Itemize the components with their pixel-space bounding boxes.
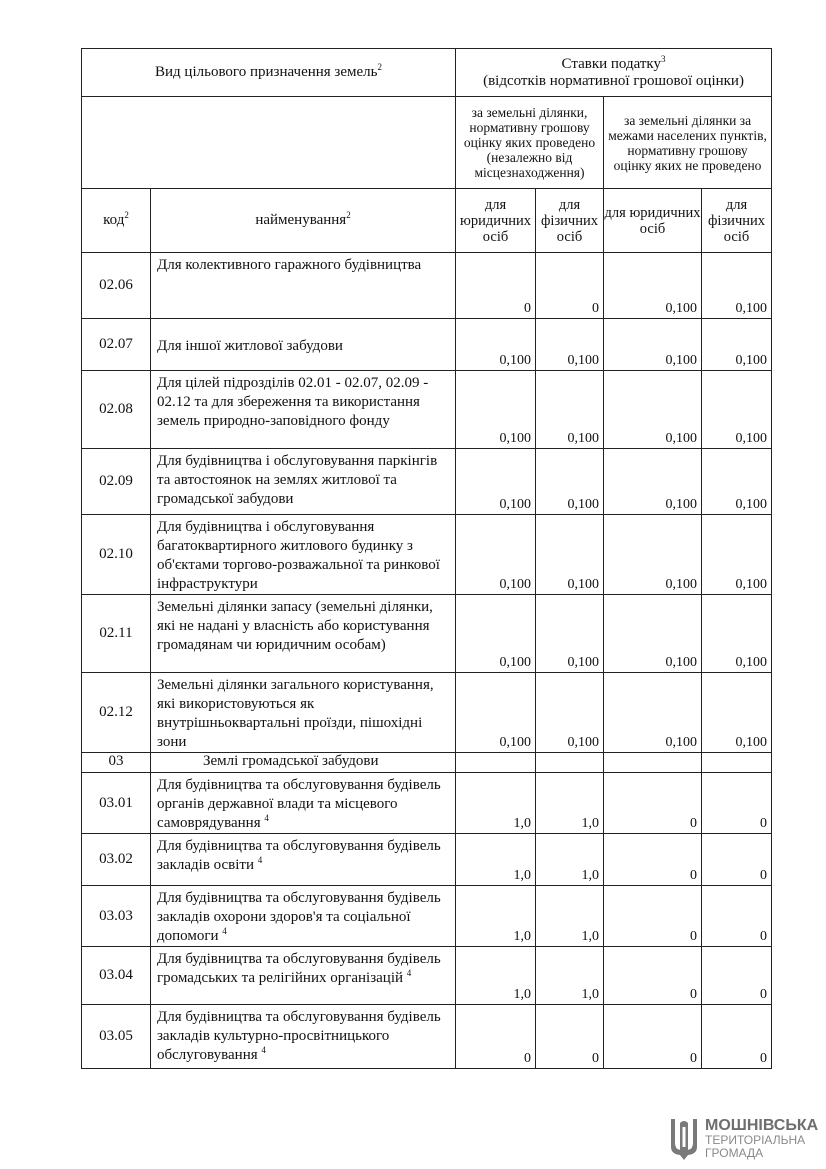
table-row: 02.11 Земельні ділянки запасу (земельні ділянки, які не надані у власність або користування громадянам чи юридичним особам) 0,100 0,100 0,100 0,100 [82, 595, 772, 673]
section-row [82, 753, 772, 773]
logo-line-2: ТЕРИТОРІАЛЬНА ГРОМАДА [705, 1133, 806, 1160]
header-row-2 [82, 97, 772, 189]
group-not-assessed-header: за земельні ділянки за межами населених пунктів, нормативну грошову оцінку яких не проведено [604, 97, 772, 189]
table-row: 03.02 Для будівництва та обслуговування будівель закладів освіти $^4$ 1,0 1,0 0 0 [82, 834, 772, 886]
individuals-header-1: для фізичних осіб [536, 189, 604, 253]
code-header: код$^2$ [82, 189, 151, 253]
table-row: 02.08 Для цілей підрозділів 02.01 - 02.07, 02.09 - 02.12 та для збереження та використання земель природно-заповідного фонду 0,100 0,100 0,100 0,100 [82, 371, 772, 449]
table-row: 02.10 Для будівництва і обслуговування багатоквартирного житлового будинку з об'єктами торгово-розважальної та ринкової інфраструктури 0,100 0,100 0,100 0,100 [82, 515, 772, 595]
header-row-3 [82, 189, 772, 253]
table-row: 02.07 Для іншої житлової забудови 0,100 0,100 0,100 0,100 [82, 319, 772, 371]
legal-entities-header-2: для юридичних осіб [604, 189, 702, 253]
table-row: 03.01 Для будівництва та обслуговування будівель органів державної влади та місцевого самоврядування $^4$ 1,0 1,0 0 0 [82, 773, 772, 834]
section-name: Землі громадської забудови [151, 753, 456, 773]
table-row: 03.05 Для будівництва та обслуговування будівель закладів культурно-просвітницького обслуговування $^4$ 0 0 0 0 [82, 1005, 772, 1069]
table-row: 03.03 Для будівництва та обслуговування будівель закладів охорони здоров'я та соціальної допомоги $^4$ 1,0 1,0 0 0 [82, 886, 772, 947]
table-row: 02.12 Земельні ділянки загального користування, які використовуються як внутрішньоквартальні проїзди, пішохідні зони 0,100 0,100 0,100 0,100 [82, 673, 772, 753]
header-row-1 [82, 49, 772, 97]
community-logo [667, 1117, 817, 1161]
table-row: 02.06 Для колективного гаражного будівництва 0 0 0,100 0,100 [82, 253, 772, 319]
section-code: 03 [82, 753, 151, 773]
table-row: 02.09 Для будівництва і обслуговування паркінгів та автостоянок на землях житлової та громадської забудови 0,100 0,100 0,100 0,100 [82, 449, 772, 515]
logo-line-1: МОШНІВСЬКА [705, 1117, 819, 1134]
group-assessed-header: за земельні ділянки, нормативну грошову оцінку яких проведено (незалежно від місцезнаходження) [456, 97, 604, 189]
name-header: найменування$^2$ [151, 189, 456, 253]
tax-rates-header: Ставки податку$^3$ (відсотків нормативної грошової оцінки) [456, 49, 772, 97]
table-row: 03.04 Для будівництва та обслуговування будівель громадських та релігійних організацій $^4$ 1,0 1,0 0 0 [82, 947, 772, 1005]
trident-icon [667, 1117, 701, 1161]
purpose-type-header: Вид цільового призначення земель$^2$ [82, 49, 456, 97]
legal-entities-header-1: для юридичних осіб [456, 189, 536, 253]
tax-rates-table [81, 48, 772, 1069]
individuals-header-2: для фізичних осіб [702, 189, 772, 253]
